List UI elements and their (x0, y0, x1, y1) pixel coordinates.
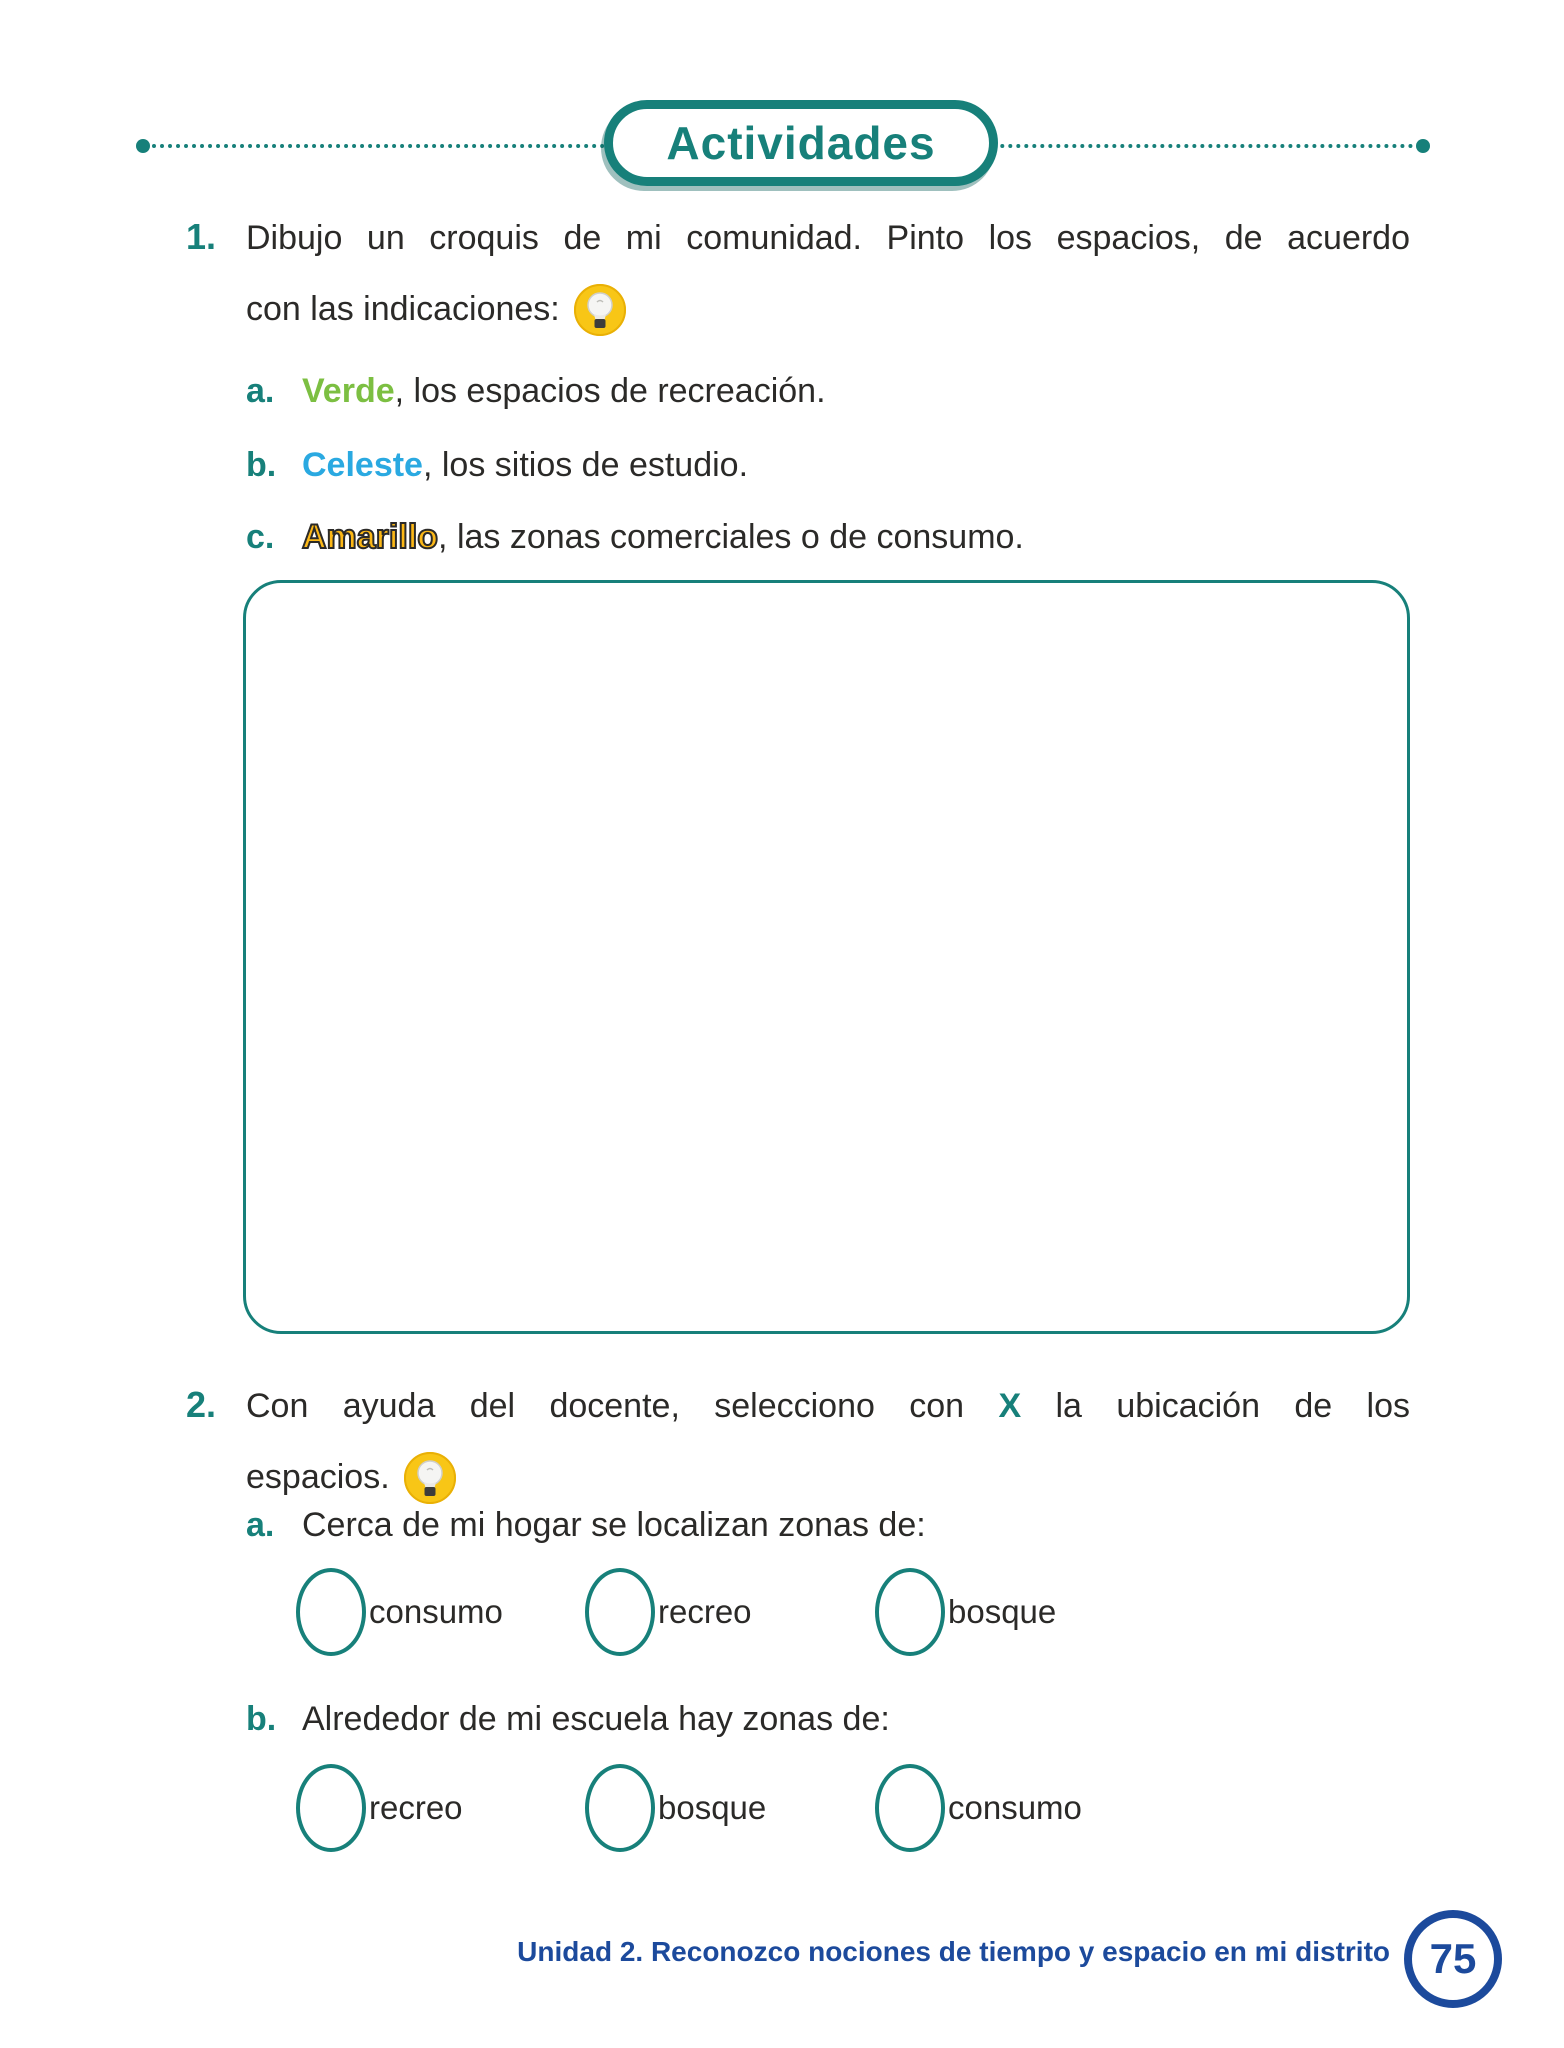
checkbox-circle[interactable] (585, 1764, 655, 1852)
checkbox-circle[interactable] (296, 1764, 366, 1852)
rule-end-dot-right (1416, 139, 1430, 153)
page-title: Actividades (666, 117, 936, 169)
question-2-line2 (246, 1450, 458, 1506)
instruction-item-a (246, 372, 826, 411)
checkbox-circle[interactable] (585, 1568, 655, 1656)
question-2-number: 2. (186, 1384, 217, 1425)
item-c-text: , las zonas comerciales o de consumo. (438, 518, 1024, 556)
unit-footer: Unidad 2. Reconozco nociones de tiempo y espacio en mi distrito (517, 1936, 1390, 1967)
option-label: consumo (948, 1789, 1082, 1826)
color-word-celeste: Celeste (302, 446, 423, 484)
option-2a-recreo[interactable] (585, 1568, 752, 1656)
item-a-text: , los espacios de recreación. (394, 372, 826, 410)
question-2b-letter: b. (246, 1700, 277, 1738)
activities-banner (604, 100, 998, 186)
option-label: bosque (948, 1593, 1057, 1630)
item-a-letter: a. (246, 372, 275, 410)
question-1-line2-text: con las indicaciones: (246, 290, 560, 329)
option-2a-bosque[interactable] (875, 1568, 1056, 1656)
color-word-amarillo: Amarillo (302, 518, 439, 556)
color-word-verde: Verde (302, 372, 395, 410)
instruction-item-b (246, 446, 748, 485)
rule-end-dot-left (136, 139, 150, 153)
option-label: recreo (369, 1789, 463, 1826)
question-2-line1-post: la ubicación de los (1055, 1387, 1410, 1425)
question-2b (246, 1700, 890, 1739)
option-2a-consumo[interactable] (296, 1568, 503, 1656)
option-label: bosque (658, 1789, 767, 1826)
drawing-area[interactable] (243, 580, 1410, 1334)
question-2a (246, 1506, 926, 1545)
instruction-item-c (246, 518, 1024, 557)
question-2-line1 (246, 1384, 1410, 1430)
page-number: 75 (1429, 1935, 1477, 1982)
checkbox-circle[interactable] (875, 1568, 945, 1656)
option-2b-consumo[interactable] (875, 1764, 1082, 1852)
x-mark: X (998, 1387, 1022, 1425)
page-number-badge (1404, 1910, 1502, 2008)
item-b-text: , los sitios de estudio. (422, 446, 749, 484)
question-1-line1: Dibujo un croquis de mi comunidad. Pinto los espacios, de acuerdo (246, 219, 1410, 257)
lightbulb-icon (402, 1450, 458, 1506)
question-2-line2-text: espacios. (246, 1458, 390, 1497)
question-2-line1-pre: Con ayuda del docente, selecciono con (246, 1387, 965, 1425)
option-label: recreo (658, 1593, 752, 1630)
question-1-line2 (246, 282, 628, 338)
checkbox-circle[interactable] (875, 1764, 945, 1852)
item-b-letter: b. (246, 446, 277, 484)
option-label: consumo (369, 1593, 503, 1630)
lightbulb-icon (572, 282, 628, 338)
question-2a-letter: a. (246, 1506, 275, 1544)
item-c-letter: c. (246, 518, 275, 556)
option-2b-bosque[interactable] (585, 1764, 766, 1852)
checkbox-circle[interactable] (296, 1568, 366, 1656)
question-2a-prompt: Cerca de mi hogar se localizan zonas de: (302, 1506, 926, 1544)
question-1-number: 1. (186, 216, 217, 257)
question-2b-prompt: Alrededor de mi escuela hay zonas de: (302, 1700, 890, 1738)
option-2b-recreo[interactable] (296, 1764, 463, 1852)
